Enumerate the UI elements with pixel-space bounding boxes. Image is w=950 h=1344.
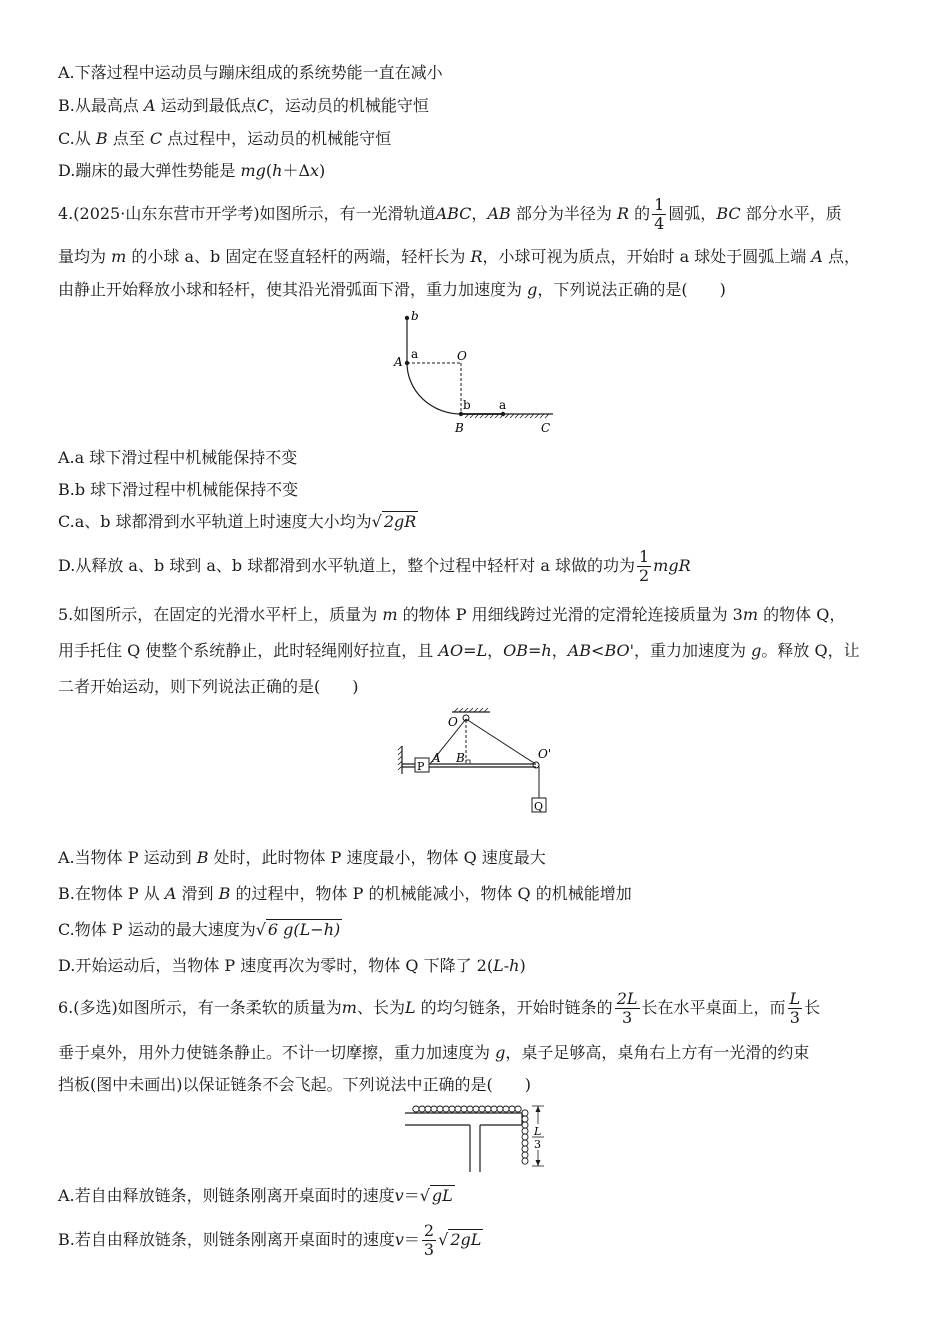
svg-text:O: O: [457, 349, 467, 363]
q4-stem-line1: 4.(2025·山东东营市开学考)如图所示，有一光滑轨道ABC，AB 部分为半径为 R 的 $\frac{1}{4}$ 圆弧，BC 部分水平，质: [58, 195, 842, 233]
q6-stem-line1: 6.(多选)如图所示，有一条柔软的质量为m、长为L 的均匀链条，开始时链条的 $\frac{2L}{3}$ 长在水平桌面上，而 $\frac{L}{3}$ 长: [58, 989, 821, 1027]
sqrt-2gR: √ 2gR: [371, 512, 417, 531]
q3-option-a: A.下落过程中运动员与蹦床组成的系统势能一直在减小: [58, 63, 443, 82]
svg-text:b: b: [463, 398, 471, 412]
fraction-2L-over-3: $\frac{2L}{3}$: [616, 989, 638, 1027]
svg-text:a: a: [499, 398, 507, 412]
q6-figure-chain-on-table: [400, 1100, 560, 1178]
sqrt-gL: √ gL: [419, 1186, 453, 1205]
svg-text:Q: Q: [534, 800, 544, 813]
q4-stem-line3: 由静止开始释放小球和轻杆，使其沿光滑弧面下滑，重力加速度为 g，下列说法正确的是( ): [58, 280, 726, 299]
q4-option-a: A.a 球下滑过程中机械能保持不变: [58, 448, 298, 467]
q4-option-c: C.a、b 球都滑到水平轨道上时速度大小均为√ 2gR: [58, 512, 417, 531]
svg-text:L: L: [534, 1125, 542, 1138]
q6-stem-line3: 挡板(图中未画出)以保证链条不会飞起。下列说法中正确的是( ): [58, 1075, 531, 1094]
q4-option-b: B.b 球下滑过程中机械能保持不变: [58, 480, 299, 499]
q4-stem-line2: 量均为 m 的小球 a、b 固定在竖直轻杆的两端，轻杆长为 R，小球可视为质点，开始时 a 球处于圆弧上端 A 点，: [58, 247, 860, 266]
q5-option-b: B.在物体 P 从 A 滑到 B 的过程中，物体 P 的机械能减小，物体 Q 的机械能增加: [58, 884, 632, 903]
fraction-L-over-3: $\frac{L}{3}$: [789, 989, 801, 1027]
q6-option-a: A.若自由释放链条，则链条刚离开桌面时的速度v＝√ gL: [58, 1186, 453, 1205]
q4-figure-arc-track: [385, 308, 565, 438]
svg-text:O': O': [538, 747, 552, 761]
q5-option-d: D.开始运动后，当物体 P 速度再次为零时，物体 Q 下降了 2(L-h): [58, 956, 526, 975]
q5-stem-line2: 用手托住 Q 使整个系统静止，此时轻绳刚好拉直，且 AO=L，OB=h，AB<BO'，重力加速度为 g。释放 Q，让: [58, 641, 860, 660]
svg-text:a: a: [411, 347, 419, 361]
fraction-one-half: $\frac{1}{2}$: [638, 547, 650, 585]
svg-text:A: A: [394, 355, 403, 369]
q5-stem-line3: 二者开始运动，则下列说法正确的是( ): [58, 677, 359, 696]
svg-text:C: C: [541, 421, 551, 435]
fraction-two-thirds: $\frac{2}{3}$: [423, 1221, 435, 1259]
q6-stem-line2: 垂于桌外，用外力使链条静止。不计一切摩擦，重力加速度为 g，桌子足够高，桌角右上方有一光滑的约束: [58, 1043, 810, 1062]
q3-option-c: C.从 B 点至 C 点过程中，运动员的机械能守恒: [58, 129, 392, 148]
sqrt-6g-L-minus-h: √ 6 g(L−h): [255, 920, 341, 939]
q3-option-d: D.蹦床的最大弹性势能是 mg(h＋Δx): [58, 161, 326, 180]
svg-text:b: b: [411, 309, 419, 323]
q5-figure-pulley: [390, 706, 560, 818]
q3-option-b: B.从最高点 A 运动到最低点C，运动员的机械能守恒: [58, 96, 429, 115]
svg-text:3: 3: [534, 1138, 541, 1151]
q5-stem-line1: 5.如图所示，在固定的光滑水平杆上，质量为 m 的物体 P 用细线跨过光滑的定滑轮连接质量为 3m 的物体 Q，: [58, 605, 846, 624]
q5-option-c: C.物体 P 运动的最大速度为√ 6 g(L−h): [58, 920, 341, 939]
sqrt-2gL: √ 2gL: [438, 1230, 482, 1249]
q5-option-a: A.当物体 P 运动到 B 处时，此时物体 P 速度最小，物体 Q 速度最大: [58, 848, 546, 867]
fraction-one-quarter: $\frac{1}{4}$: [654, 195, 665, 233]
svg-text:A: A: [432, 751, 441, 765]
q4-option-d: D.从释放 a、b 球到 a、b 球都滑到水平轨道上，整个过程中轻杆对 a 球做的功为 $\frac{1}{2}$ mgR: [58, 547, 691, 585]
q6-option-b: B.若自由释放链条，则链条刚离开桌面时的速度v＝ $\frac{2}{3}$ √ 2gL: [58, 1221, 482, 1259]
svg-text:B: B: [455, 421, 464, 435]
svg-text:O: O: [448, 715, 458, 729]
svg-text:P: P: [417, 760, 425, 773]
svg-text:B: B: [456, 751, 465, 765]
